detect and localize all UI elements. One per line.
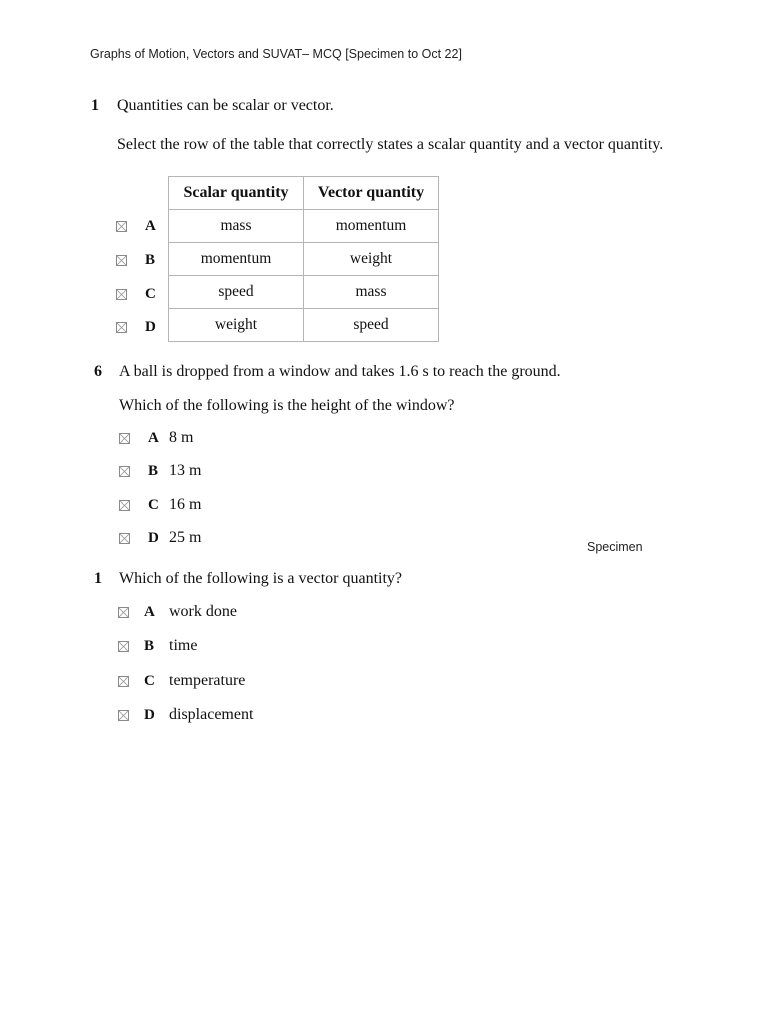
table-row (169, 243, 439, 276)
answer-checkbox-a[interactable] (118, 607, 129, 618)
table-header-scalar: Scalar quantity (169, 177, 304, 210)
answer-checkbox-c[interactable] (118, 676, 129, 687)
table-cell-scalar: mass (169, 210, 304, 243)
table-cell-scalar: weight (169, 309, 304, 342)
question-1b-number: 1 (94, 570, 102, 587)
scalar-vector-table (168, 176, 439, 342)
answer-checkbox-b[interactable] (116, 255, 127, 266)
answer-checkbox-b[interactable] (118, 641, 129, 652)
answer-letter-b: B (148, 463, 159, 479)
answer-letter-c: C (144, 673, 155, 689)
specimen-label: Specimen (587, 540, 643, 554)
answer-checkbox-c[interactable] (116, 289, 127, 300)
answer-option-d: displacement (169, 706, 254, 723)
answer-letter-c: C (148, 497, 159, 513)
answer-letter-a: A (145, 218, 156, 234)
table-cell-scalar: momentum (169, 243, 304, 276)
table-row (169, 210, 439, 243)
answer-option-a: 8 m (169, 429, 194, 446)
table-cell-vector: weight (304, 243, 439, 276)
answer-letter-c: C (145, 286, 156, 302)
question-1b-text: Which of the following is a vector quantity? (119, 570, 403, 587)
question-6-number: 6 (94, 363, 102, 380)
answer-checkbox-d[interactable] (118, 710, 129, 721)
answer-letter-d: D (144, 707, 155, 723)
question-6-instruction: Which of the following is the height of the window? (119, 397, 455, 414)
answer-option-b: time (169, 637, 198, 654)
answer-letter-d: D (145, 319, 156, 335)
answer-letter-a: A (148, 430, 159, 446)
answer-checkbox-a[interactable] (119, 433, 130, 444)
answer-option-d: 25 m (169, 529, 202, 546)
answer-checkbox-d[interactable] (116, 322, 127, 333)
document-header: Graphs of Motion, Vectors and SUVAT– MCQ [Specimen to Oct 22] (90, 47, 462, 61)
table-header-vector: Vector quantity (304, 177, 439, 210)
answer-letter-a: A (144, 604, 155, 620)
answer-checkbox-d[interactable] (119, 533, 130, 544)
table-cell-vector: momentum (304, 210, 439, 243)
question-1-text: Quantities can be scalar or vector. (117, 97, 334, 114)
answer-option-a: work done (169, 603, 237, 620)
table-cell-scalar: speed (169, 276, 304, 309)
table-row (169, 309, 439, 342)
answer-letter-d: D (148, 530, 159, 546)
question-1-number: 1 (91, 97, 99, 114)
answer-letter-b: B (144, 638, 155, 654)
answer-checkbox-a[interactable] (116, 221, 127, 232)
answer-option-c: 16 m (169, 496, 202, 513)
answer-checkbox-c[interactable] (119, 500, 130, 511)
answer-option-b: 13 m (169, 462, 202, 479)
answer-letter-b: B (145, 252, 156, 268)
table-cell-vector: speed (304, 309, 439, 342)
table-cell-vector: mass (304, 276, 439, 309)
table-row (169, 276, 439, 309)
question-1-instruction: Select the row of the table that correctly states a scalar quantity and a vector quantity. (117, 136, 664, 153)
answer-checkbox-b[interactable] (119, 466, 130, 477)
question-6-text: A ball is dropped from a window and takes 1.6 s to reach the ground. (119, 363, 561, 380)
answer-option-c: temperature (169, 672, 246, 689)
